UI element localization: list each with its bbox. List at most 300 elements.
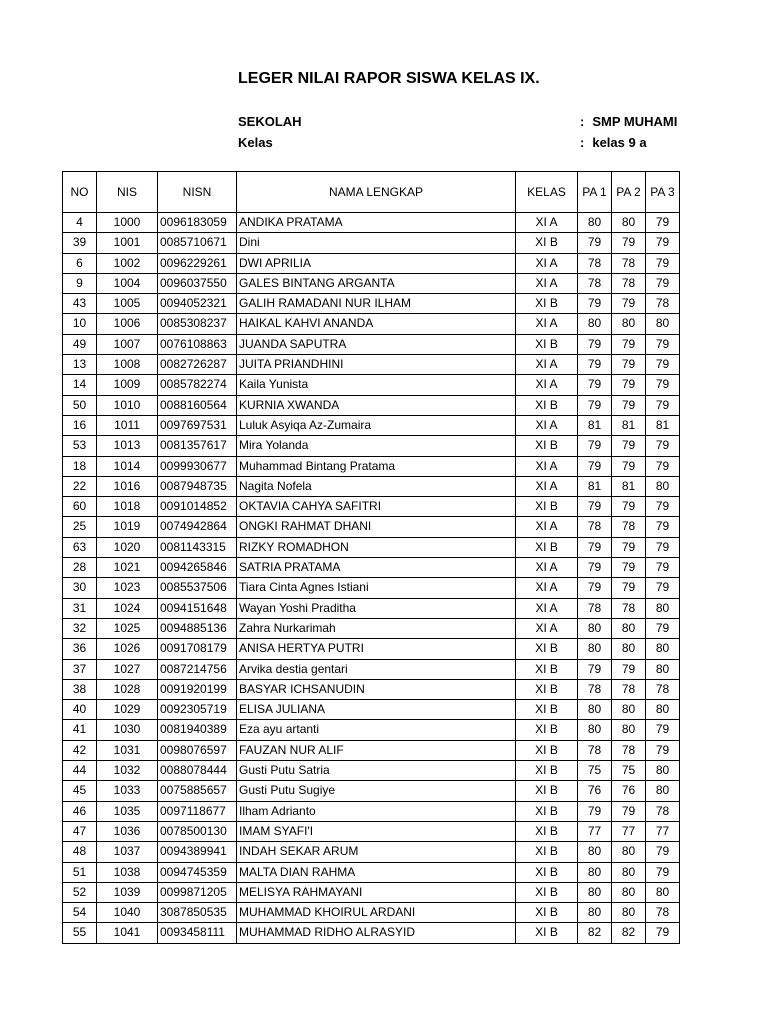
- cell-nama: Zahra Nurkarimah: [237, 618, 516, 638]
- cell-nama: HAIKAL KAHVI ANANDA: [237, 314, 516, 334]
- cell-nama: Muhammad Bintang Pratama: [237, 456, 516, 476]
- cell-nama: Arvika destia gentari: [237, 659, 516, 679]
- cell-pa2: 78: [612, 598, 646, 618]
- cell-no: 53: [63, 436, 97, 456]
- cell-no: 13: [63, 355, 97, 375]
- cell-nis: 1001: [97, 233, 158, 253]
- cell-pa1: 78: [578, 679, 612, 699]
- cell-pa3: 79: [646, 923, 680, 943]
- cell-no: 63: [63, 537, 97, 557]
- cell-nis: 1000: [97, 213, 158, 233]
- cell-pa1: 78: [578, 273, 612, 293]
- cell-pa1: 79: [578, 436, 612, 456]
- cell-kelas: XI A: [516, 618, 578, 638]
- cell-nis: 1002: [97, 253, 158, 273]
- cell-pa3: 79: [646, 213, 680, 233]
- cell-pa2: 78: [612, 273, 646, 293]
- cell-pa3: 80: [646, 639, 680, 659]
- cell-nisn: 0088160564: [158, 395, 237, 415]
- cell-nama: FAUZAN NUR ALIF: [237, 740, 516, 760]
- cell-no: 38: [63, 679, 97, 699]
- cell-pa2: 80: [612, 213, 646, 233]
- table-row: [63, 497, 680, 517]
- cell-kelas: XI B: [516, 497, 578, 517]
- table-row: [63, 355, 680, 375]
- cell-nisn: 0094745359: [158, 862, 237, 882]
- cell-pa1: 78: [578, 253, 612, 273]
- header-pa3: PA 3: [646, 172, 680, 213]
- cell-nama: Eza ayu artanti: [237, 720, 516, 740]
- cell-kelas: XI A: [516, 578, 578, 598]
- cell-nama: OKTAVIA CAHYA SAFITRI: [237, 497, 516, 517]
- cell-nisn: 0091708179: [158, 639, 237, 659]
- cell-no: 55: [63, 923, 97, 943]
- table-row: [63, 862, 680, 882]
- cell-pa1: 81: [578, 476, 612, 496]
- cell-nisn: 0085308237: [158, 314, 237, 334]
- cell-pa3: 79: [646, 233, 680, 253]
- cell-kelas: XI B: [516, 740, 578, 760]
- cell-nisn: 0094389941: [158, 842, 237, 862]
- cell-nisn: 0085710671: [158, 233, 237, 253]
- cell-kelas: XI B: [516, 294, 578, 314]
- cell-pa2: 80: [612, 314, 646, 334]
- header-nis: NIS: [97, 172, 158, 213]
- cell-pa3: 80: [646, 476, 680, 496]
- cell-kelas: XI B: [516, 233, 578, 253]
- cell-nama: KURNIA XWANDA: [237, 395, 516, 415]
- cell-nis: 1039: [97, 882, 158, 902]
- cell-pa2: 78: [612, 517, 646, 537]
- cell-nis: 1006: [97, 314, 158, 334]
- cell-nis: 1010: [97, 395, 158, 415]
- class-value: [580, 135, 682, 150]
- cell-pa3: 79: [646, 618, 680, 638]
- cell-nis: 1029: [97, 700, 158, 720]
- cell-nama: ELISA JULIANA: [237, 700, 516, 720]
- table-row: [63, 476, 680, 496]
- cell-pa2: 77: [612, 821, 646, 841]
- cell-pa3: 80: [646, 700, 680, 720]
- cell-nisn: 0085782274: [158, 375, 237, 395]
- cell-pa3: 79: [646, 456, 680, 476]
- cell-nama: JUITA PRIANDHINI: [237, 355, 516, 375]
- cell-pa3: 78: [646, 801, 680, 821]
- cell-kelas: XI B: [516, 801, 578, 821]
- cell-kelas: XI A: [516, 476, 578, 496]
- cell-nama: Ilham Adrianto: [237, 801, 516, 821]
- cell-nisn: 0087214756: [158, 659, 237, 679]
- cell-pa1: 79: [578, 395, 612, 415]
- cell-nama: Tiara Cinta Agnes Istiani: [237, 578, 516, 598]
- table-row: [63, 700, 680, 720]
- cell-kelas: XI B: [516, 882, 578, 902]
- cell-no: 30: [63, 578, 97, 598]
- cell-nama: INDAH SEKAR ARUM: [237, 842, 516, 862]
- cell-nis: 1023: [97, 578, 158, 598]
- cell-nisn: 0081940389: [158, 720, 237, 740]
- cell-no: 42: [63, 740, 97, 760]
- table-row: [63, 253, 680, 273]
- cell-nisn: 0093458111: [158, 923, 237, 943]
- table-row: [63, 294, 680, 314]
- cell-pa2: 79: [612, 355, 646, 375]
- cell-nama: MUHAMMAD KHOIRUL ARDANI: [237, 903, 516, 923]
- cell-nis: 1038: [97, 862, 158, 882]
- cell-kelas: XI A: [516, 456, 578, 476]
- table-row: [63, 598, 680, 618]
- table-header-row: [63, 172, 680, 213]
- cell-pa1: 79: [578, 233, 612, 253]
- cell-nisn: 0085537506: [158, 578, 237, 598]
- cell-pa3: 77: [646, 821, 680, 841]
- cell-nis: 1016: [97, 476, 158, 496]
- table-row: [63, 517, 680, 537]
- cell-pa3: 80: [646, 761, 680, 781]
- cell-pa3: 80: [646, 882, 680, 902]
- cell-pa1: 80: [578, 618, 612, 638]
- cell-pa2: 79: [612, 436, 646, 456]
- cell-pa3: 79: [646, 578, 680, 598]
- cell-nis: 1033: [97, 781, 158, 801]
- cell-pa3: 79: [646, 375, 680, 395]
- cell-pa3: 79: [646, 273, 680, 293]
- cell-kelas: XI B: [516, 679, 578, 699]
- table-row: [63, 639, 680, 659]
- cell-pa1: 80: [578, 882, 612, 902]
- cell-nama: Nagita Nofela: [237, 476, 516, 496]
- cell-nama: Gusti Putu Satria: [237, 761, 516, 781]
- cell-pa2: 78: [612, 679, 646, 699]
- cell-nama: RIZKY ROMADHON: [237, 537, 516, 557]
- cell-kelas: XI B: [516, 923, 578, 943]
- table-row: [63, 821, 680, 841]
- cell-pa3: 78: [646, 903, 680, 923]
- table-row: [63, 273, 680, 293]
- cell-nis: 1041: [97, 923, 158, 943]
- school-value: [580, 114, 682, 129]
- cell-no: 18: [63, 456, 97, 476]
- table-row: [63, 923, 680, 943]
- table-row: [63, 903, 680, 923]
- cell-nama: JUANDA SAPUTRA: [237, 334, 516, 354]
- cell-pa1: 79: [578, 659, 612, 679]
- cell-nisn: 0081357617: [158, 436, 237, 456]
- cell-no: 52: [63, 882, 97, 902]
- cell-nisn: 0098076597: [158, 740, 237, 760]
- table-row: [63, 842, 680, 862]
- table-row: [63, 558, 680, 578]
- table-row: [63, 781, 680, 801]
- cell-nama: Dini: [237, 233, 516, 253]
- cell-pa2: 80: [612, 842, 646, 862]
- table-row: [63, 679, 680, 699]
- cell-nama: SATRIA PRATAMA: [237, 558, 516, 578]
- cell-kelas: XI B: [516, 639, 578, 659]
- cell-pa3: 79: [646, 334, 680, 354]
- cell-nis: 1005: [97, 294, 158, 314]
- cell-pa2: 80: [612, 882, 646, 902]
- cell-nama: ANISA HERTYA PUTRI: [237, 639, 516, 659]
- cell-nisn: 0087948735: [158, 476, 237, 496]
- cell-pa1: 80: [578, 314, 612, 334]
- cell-pa1: 80: [578, 903, 612, 923]
- cell-pa1: 80: [578, 720, 612, 740]
- cell-no: 47: [63, 821, 97, 841]
- cell-nama: IMAM SYAFI'I: [237, 821, 516, 841]
- cell-kelas: XI B: [516, 781, 578, 801]
- cell-no: 51: [63, 862, 97, 882]
- cell-nis: 1014: [97, 456, 158, 476]
- cell-pa2: 76: [612, 781, 646, 801]
- cell-pa1: 80: [578, 862, 612, 882]
- table-row: [63, 415, 680, 435]
- cell-pa3: 79: [646, 537, 680, 557]
- cell-no: 36: [63, 639, 97, 659]
- cell-nama: Wayan Yoshi Praditha: [237, 598, 516, 618]
- cell-nis: 1020: [97, 537, 158, 557]
- cell-kelas: XI B: [516, 700, 578, 720]
- cell-no: 60: [63, 497, 97, 517]
- class-name: kelas 9 a: [592, 135, 647, 150]
- cell-nisn: 0096037550: [158, 273, 237, 293]
- cell-nis: 1030: [97, 720, 158, 740]
- cell-pa2: 80: [612, 903, 646, 923]
- cell-kelas: XI A: [516, 355, 578, 375]
- cell-nis: 1037: [97, 842, 158, 862]
- cell-no: 22: [63, 476, 97, 496]
- cell-nisn: 0092305719: [158, 700, 237, 720]
- cell-nisn: 0078500130: [158, 821, 237, 841]
- cell-nama: GALES BINTANG ARGANTA: [237, 273, 516, 293]
- cell-pa1: 79: [578, 334, 612, 354]
- table-row: [63, 334, 680, 354]
- cell-nis: 1027: [97, 659, 158, 679]
- cell-pa1: 77: [578, 821, 612, 841]
- cell-no: 44: [63, 761, 97, 781]
- cell-nisn: 0096229261: [158, 253, 237, 273]
- cell-pa1: 80: [578, 700, 612, 720]
- cell-pa3: 79: [646, 395, 680, 415]
- cell-nisn: 0074942864: [158, 517, 237, 537]
- cell-nisn: 0097118677: [158, 801, 237, 821]
- table-row: [63, 213, 680, 233]
- cell-nisn: 0082726287: [158, 355, 237, 375]
- cell-nama: BASYAR ICHSANUDIN: [237, 679, 516, 699]
- cell-pa2: 79: [612, 294, 646, 314]
- cell-pa2: 79: [612, 801, 646, 821]
- cell-pa2: 79: [612, 375, 646, 395]
- cell-pa2: 80: [612, 618, 646, 638]
- cell-nama: ONGKI RAHMAT DHANI: [237, 517, 516, 537]
- cell-nisn: 3087850535: [158, 903, 237, 923]
- cell-no: 46: [63, 801, 97, 821]
- cell-pa3: 79: [646, 436, 680, 456]
- cell-pa3: 79: [646, 497, 680, 517]
- cell-pa3: 79: [646, 740, 680, 760]
- cell-pa2: 78: [612, 253, 646, 273]
- cell-nisn: 0076108863: [158, 334, 237, 354]
- document-title: LEGER NILAI RAPOR SISWA KELAS IX.: [238, 70, 540, 87]
- cell-kelas: XI A: [516, 314, 578, 334]
- header-nisn: NISN: [158, 172, 237, 213]
- cell-pa3: 80: [646, 659, 680, 679]
- cell-pa1: 78: [578, 740, 612, 760]
- cell-pa2: 79: [612, 558, 646, 578]
- cell-kelas: XI B: [516, 862, 578, 882]
- cell-kelas: XI B: [516, 842, 578, 862]
- cell-nama: DWI APRILIA: [237, 253, 516, 273]
- table-row: [63, 720, 680, 740]
- cell-no: 6: [63, 253, 97, 273]
- cell-nisn: 0094052321: [158, 294, 237, 314]
- cell-pa2: 79: [612, 233, 646, 253]
- cell-nisn: 0096183059: [158, 213, 237, 233]
- cell-nama: MELISYA RAHMAYANI: [237, 882, 516, 902]
- cell-pa2: 82: [612, 923, 646, 943]
- table-row: [63, 801, 680, 821]
- table-row: [63, 659, 680, 679]
- cell-pa1: 79: [578, 294, 612, 314]
- cell-nis: 1026: [97, 639, 158, 659]
- cell-pa2: 80: [612, 639, 646, 659]
- class-label: Kelas: [238, 135, 273, 150]
- cell-pa1: 80: [578, 213, 612, 233]
- cell-pa1: 82: [578, 923, 612, 943]
- cell-pa1: 81: [578, 415, 612, 435]
- cell-pa1: 79: [578, 558, 612, 578]
- cell-no: 32: [63, 618, 97, 638]
- cell-pa2: 79: [612, 497, 646, 517]
- cell-pa3: 81: [646, 415, 680, 435]
- cell-nis: 1036: [97, 821, 158, 841]
- table-row: [63, 375, 680, 395]
- cell-no: 50: [63, 395, 97, 415]
- cell-pa3: 79: [646, 842, 680, 862]
- table-row: [63, 233, 680, 253]
- cell-nis: 1028: [97, 679, 158, 699]
- grade-ledger-table: [62, 171, 680, 944]
- cell-kelas: XI B: [516, 720, 578, 740]
- cell-no: 37: [63, 659, 97, 679]
- cell-pa3: 80: [646, 598, 680, 618]
- header-pa2: PA 2: [612, 172, 646, 213]
- cell-pa3: 80: [646, 314, 680, 334]
- cell-no: 54: [63, 903, 97, 923]
- table-row: [63, 314, 680, 334]
- cell-nisn: 0099930677: [158, 456, 237, 476]
- cell-nis: 1021: [97, 558, 158, 578]
- table-row: [63, 761, 680, 781]
- cell-nis: 1019: [97, 517, 158, 537]
- cell-pa2: 79: [612, 659, 646, 679]
- cell-kelas: XI A: [516, 213, 578, 233]
- cell-pa2: 80: [612, 720, 646, 740]
- header-no: NO: [63, 172, 97, 213]
- cell-pa1: 75: [578, 761, 612, 781]
- cell-pa1: 79: [578, 355, 612, 375]
- cell-kelas: XI A: [516, 415, 578, 435]
- cell-kelas: XI A: [516, 558, 578, 578]
- cell-pa2: 79: [612, 578, 646, 598]
- table-row: [63, 618, 680, 638]
- cell-no: 41: [63, 720, 97, 740]
- cell-pa3: 79: [646, 355, 680, 375]
- cell-nis: 1035: [97, 801, 158, 821]
- cell-nis: 1008: [97, 355, 158, 375]
- table-row: [63, 395, 680, 415]
- cell-nisn: 0094265846: [158, 558, 237, 578]
- cell-nisn: 0097697531: [158, 415, 237, 435]
- cell-kelas: XI B: [516, 334, 578, 354]
- cell-pa3: 80: [646, 781, 680, 801]
- school-colon: :: [580, 114, 585, 129]
- cell-nama: ANDIKA PRATAMA: [237, 213, 516, 233]
- cell-kelas: XI B: [516, 761, 578, 781]
- cell-nisn: 0088078444: [158, 761, 237, 781]
- cell-pa1: 79: [578, 801, 612, 821]
- cell-no: 40: [63, 700, 97, 720]
- cell-kelas: XI A: [516, 598, 578, 618]
- cell-pa2: 75: [612, 761, 646, 781]
- cell-nis: 1032: [97, 761, 158, 781]
- table-row: [63, 436, 680, 456]
- cell-kelas: XI B: [516, 659, 578, 679]
- cell-nis: 1004: [97, 273, 158, 293]
- cell-no: 49: [63, 334, 97, 354]
- cell-nis: 1009: [97, 375, 158, 395]
- cell-nama: Mira Yolanda: [237, 436, 516, 456]
- cell-pa3: 78: [646, 679, 680, 699]
- cell-pa1: 79: [578, 375, 612, 395]
- cell-nama: Gusti Putu Sugiye: [237, 781, 516, 801]
- cell-no: 31: [63, 598, 97, 618]
- cell-nisn: 0081143315: [158, 537, 237, 557]
- cell-pa1: 76: [578, 781, 612, 801]
- cell-nisn: 0099871205: [158, 882, 237, 902]
- cell-kelas: XI A: [516, 253, 578, 273]
- header-kelas: KELAS: [516, 172, 578, 213]
- cell-pa2: 79: [612, 395, 646, 415]
- header-nama-lengkap: NAMA LENGKAP: [237, 172, 516, 213]
- cell-pa2: 81: [612, 476, 646, 496]
- cell-no: 48: [63, 842, 97, 862]
- cell-pa1: 79: [578, 578, 612, 598]
- cell-nis: 1007: [97, 334, 158, 354]
- cell-nama: MUHAMMAD RIDHO ALRASYID: [237, 923, 516, 943]
- cell-pa2: 79: [612, 537, 646, 557]
- cell-kelas: XI B: [516, 395, 578, 415]
- cell-nis: 1018: [97, 497, 158, 517]
- cell-pa2: 78: [612, 740, 646, 760]
- school-name: SMP MUHAMI: [592, 114, 678, 129]
- cell-no: 10: [63, 314, 97, 334]
- cell-nama: MALTA DIAN RAHMA: [237, 862, 516, 882]
- cell-nis: 1025: [97, 618, 158, 638]
- cell-pa1: 78: [578, 517, 612, 537]
- cell-nama: GALIH RAMADANI NUR ILHAM: [237, 294, 516, 314]
- cell-no: 4: [63, 213, 97, 233]
- cell-pa2: 79: [612, 456, 646, 476]
- cell-no: 9: [63, 273, 97, 293]
- cell-nisn: 0094151648: [158, 598, 237, 618]
- cell-no: 45: [63, 781, 97, 801]
- cell-no: 25: [63, 517, 97, 537]
- table-row: [63, 537, 680, 557]
- class-colon: :: [580, 135, 585, 150]
- cell-pa3: 79: [646, 253, 680, 273]
- cell-pa3: 79: [646, 720, 680, 740]
